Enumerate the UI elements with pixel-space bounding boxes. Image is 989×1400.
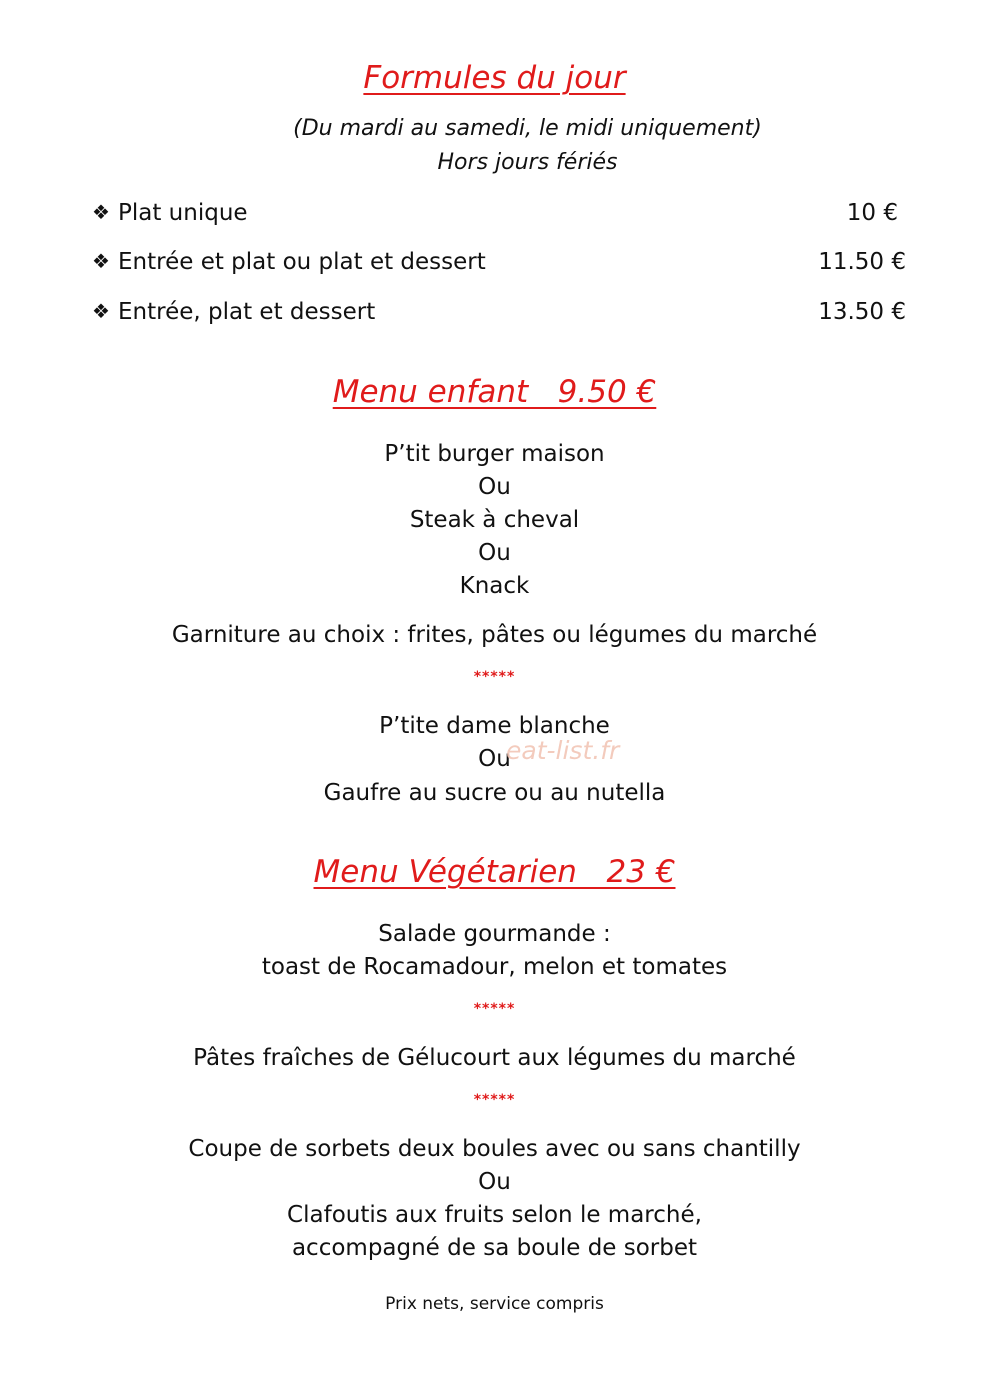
menu-vegetarien-entree: toast de Rocamadour, melon et tomates	[261, 954, 728, 980]
formules-title: Formules du jour	[363, 60, 626, 96]
menu-vegetarien-plat: Pâtes fraîches de Gélucourt aux légumes du marché	[193, 1045, 796, 1071]
diamond-bullet-icon: ❖	[92, 299, 110, 323]
menu-vegetarien-dessert: Coupe de sorbets deux boules avec ou sans chantilly	[188, 1136, 801, 1162]
watermark: eat-list.fr	[506, 736, 620, 765]
formula-label: Plat unique	[118, 200, 248, 226]
menu-vegetarien-dessert: Ou	[478, 1169, 511, 1195]
formules-subtitle-holidays: Hors jours fériés	[437, 150, 618, 175]
menu-vegetarien-entree: Salade gourmande :	[378, 921, 611, 947]
menu-enfant-garniture: Garniture au choix : frites, pâtes ou légumes du marché	[171, 622, 818, 648]
formula-price: 10 €	[846, 200, 898, 226]
menu-enfant-main: Ou	[478, 540, 511, 566]
menu-vegetarien-dessert: accompagné de sa boule de sorbet	[291, 1235, 698, 1261]
formula-item	[92, 200, 906, 232]
formula-label: Entrée, plat et dessert	[118, 299, 376, 325]
menu-vegetarien-title: Menu Végétarien 23 €	[313, 854, 676, 890]
menu-enfant-main: P’tit burger maison	[384, 441, 605, 467]
menu-enfant-title: Menu enfant 9.50 €	[332, 374, 657, 410]
diamond-bullet-icon: ❖	[92, 200, 110, 224]
menu-enfant-dessert: P’tite dame blanche	[379, 713, 610, 739]
separator-stars: *****	[473, 669, 516, 685]
formula-label: Entrée et plat ou plat et dessert	[118, 249, 486, 275]
menu-enfant-main: Ou	[478, 474, 511, 500]
menu-enfant-dessert: Gaufre au sucre ou au nutella	[323, 780, 666, 806]
diamond-bullet-icon: ❖	[92, 249, 110, 273]
separator-stars: *****	[473, 1092, 516, 1108]
formula-price: 11.50 €	[818, 249, 906, 275]
menu-vegetarien-dessert: Clafoutis aux fruits selon le marché,	[287, 1202, 702, 1228]
footer-note: Prix nets, service compris	[385, 1294, 604, 1314]
formula-item	[92, 299, 906, 331]
menu-enfant-main: Knack	[459, 573, 530, 599]
formula-item	[92, 249, 906, 281]
menu-enfant-dessert: Ou	[478, 746, 511, 772]
separator-stars: *****	[473, 1001, 516, 1017]
menu-enfant-main: Steak à cheval	[409, 507, 580, 533]
formula-price: 13.50 €	[818, 299, 906, 325]
formules-subtitle-days: (Du mardi au samedi, le midi uniquement)	[293, 116, 762, 141]
